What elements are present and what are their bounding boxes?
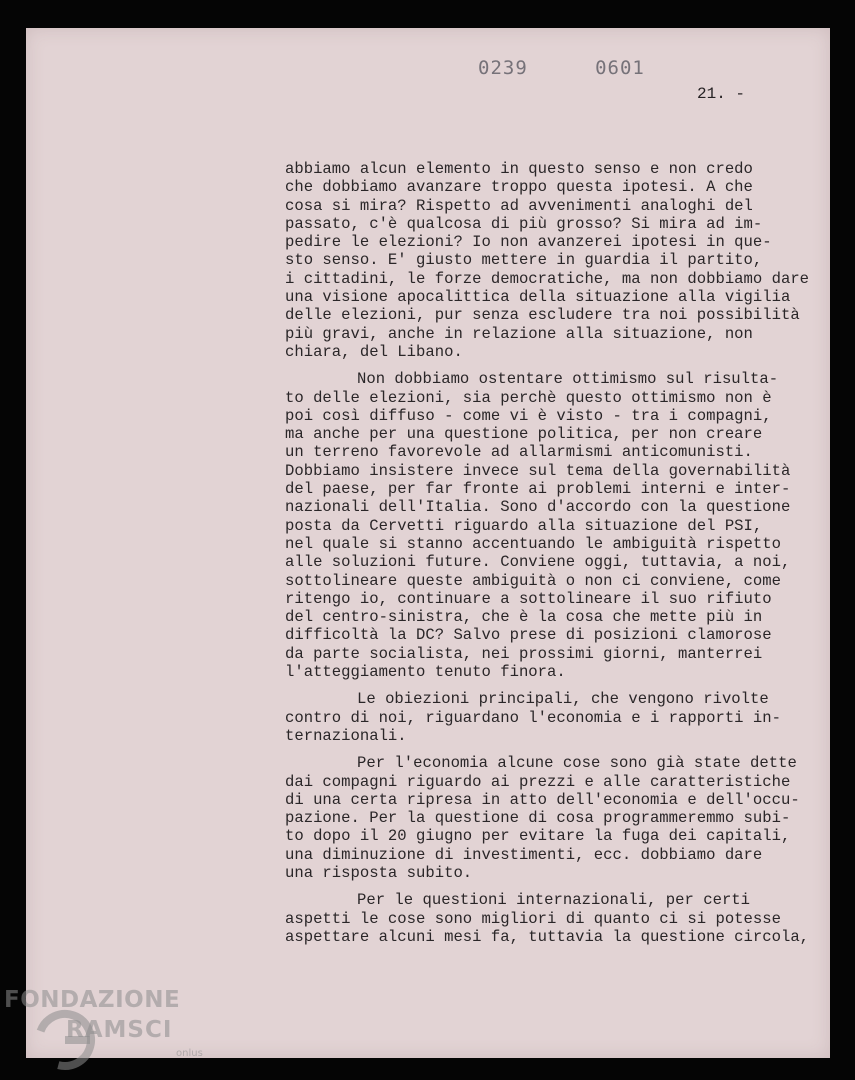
- text-line: da parte socialista, nei prossimi giorni, manterrei: [285, 644, 763, 663]
- text-line: sto senso. E' giusto mettere in guardia il partito,: [285, 251, 763, 270]
- text-line: aspettare alcuni mesi fa, tuttavia la questione circola,: [285, 927, 810, 946]
- text-line: i cittadini, le forze democratiche, ma non dobbiamo dare: [285, 269, 810, 288]
- text-line: Non dobbiamo ostentare ottimismo sul risulta-: [357, 370, 779, 389]
- text-line: to dopo il 20 giugno per evitare la fuga dei capitali,: [285, 827, 791, 846]
- text-line: una visione apocalittica della situazione alla vigilia: [285, 288, 791, 307]
- page-number: 21. -: [697, 85, 746, 103]
- text-line: chiara, del Libano.: [285, 342, 463, 361]
- text-line: cosa si mira? Rispetto ad avvenimenti analoghi del: [285, 196, 753, 215]
- paragraph: [285, 370, 825, 681]
- text-line: passato, c'è qualcosa di più grosso? Si mira ad im-: [285, 214, 763, 233]
- text-line: dai compagni riguardo ai prezzi e alle caratteristiche: [285, 772, 791, 791]
- text-line: abbiamo alcun elemento in questo senso e non credo: [285, 160, 753, 178]
- paragraph: [285, 690, 825, 745]
- text-line: nel quale si stanno accentuando le ambiguità rispetto: [285, 534, 781, 553]
- text-line: pazione. Per la questione di cosa programmeremmo subi-: [285, 809, 791, 828]
- text-line: l'atteggiamento tenuto finora.: [285, 663, 566, 682]
- archive-code: 0239 0601: [478, 57, 645, 79]
- text-line: ritengo io, continuare a sottolineare il suo rifiuto: [285, 589, 772, 608]
- text-line: to delle elezioni, sia perchè questo ottimismo non è: [285, 388, 772, 407]
- text-line: ma anche per una questione politica, per non creare: [285, 425, 763, 444]
- text-line: Per le questioni internazionali, per certi: [357, 891, 751, 910]
- text-line: Per l'economia alcune cose sono già state dette: [357, 754, 797, 773]
- text-line: un terreno favorevole ad allarmismi anticomunisti.: [285, 443, 753, 462]
- text-line: che dobbiamo avanzare troppo questa ipotesi. A che: [285, 178, 753, 197]
- fondazione-gramsci-watermark: [4, 987, 224, 1069]
- document-body: [285, 160, 825, 955]
- text-line: Dobbiamo insistere invece sul tema della governabilità: [285, 461, 791, 480]
- watermark-subtitle: RAMSCI: [66, 1017, 173, 1043]
- paragraph: [285, 891, 825, 946]
- watermark-title: FONDAZIONE: [4, 987, 181, 1013]
- text-line: più gravi, anche in relazione alla situazione, non: [285, 324, 753, 343]
- text-line: una diminuzione di investimenti, ecc. dobbiamo dare: [285, 845, 763, 864]
- text-line: pedire le elezioni? Io non avanzerei ipotesi in que-: [285, 233, 772, 252]
- text-line: delle elezioni, pur senza escludere tra noi possibilità: [285, 306, 800, 325]
- text-line: difficoltà la DC? Salvo prese di posizioni clamorose: [285, 626, 772, 645]
- text-line: Le obiezioni principali, che vengono rivolte: [357, 690, 769, 709]
- text-line: del paese, per far fronte ai problemi interni e inter-: [285, 480, 791, 499]
- paragraph: [285, 160, 825, 361]
- text-line: contro di noi, riguardano l'economia e i rapporti in-: [285, 708, 781, 727]
- text-line: una risposta subito.: [285, 863, 473, 882]
- text-line: del centro-sinistra, che è la cosa che mette più in: [285, 608, 763, 627]
- text-line: sottolineare queste ambiguità o non ci conviene, come: [285, 571, 781, 590]
- watermark-onlus: onlus: [176, 1048, 203, 1059]
- paragraph: [285, 754, 825, 882]
- text-line: poi così diffuso - come vi è visto - tra i compagni,: [285, 406, 772, 425]
- text-line: ternazionali.: [285, 726, 407, 745]
- text-line: di una certa ripresa in atto dell'economia e dell'occu-: [285, 790, 800, 809]
- text-line: alle soluzioni future. Conviene oggi, tuttavia, a noi,: [285, 553, 791, 572]
- text-line: posta da Cervetti riguardo alla situazione del PSI,: [285, 516, 763, 535]
- text-line: nazionali dell'Italia. Sono d'accordo con la questione: [285, 498, 791, 517]
- text-line: aspetti le cose sono migliori di quanto ci si potesse: [285, 909, 781, 928]
